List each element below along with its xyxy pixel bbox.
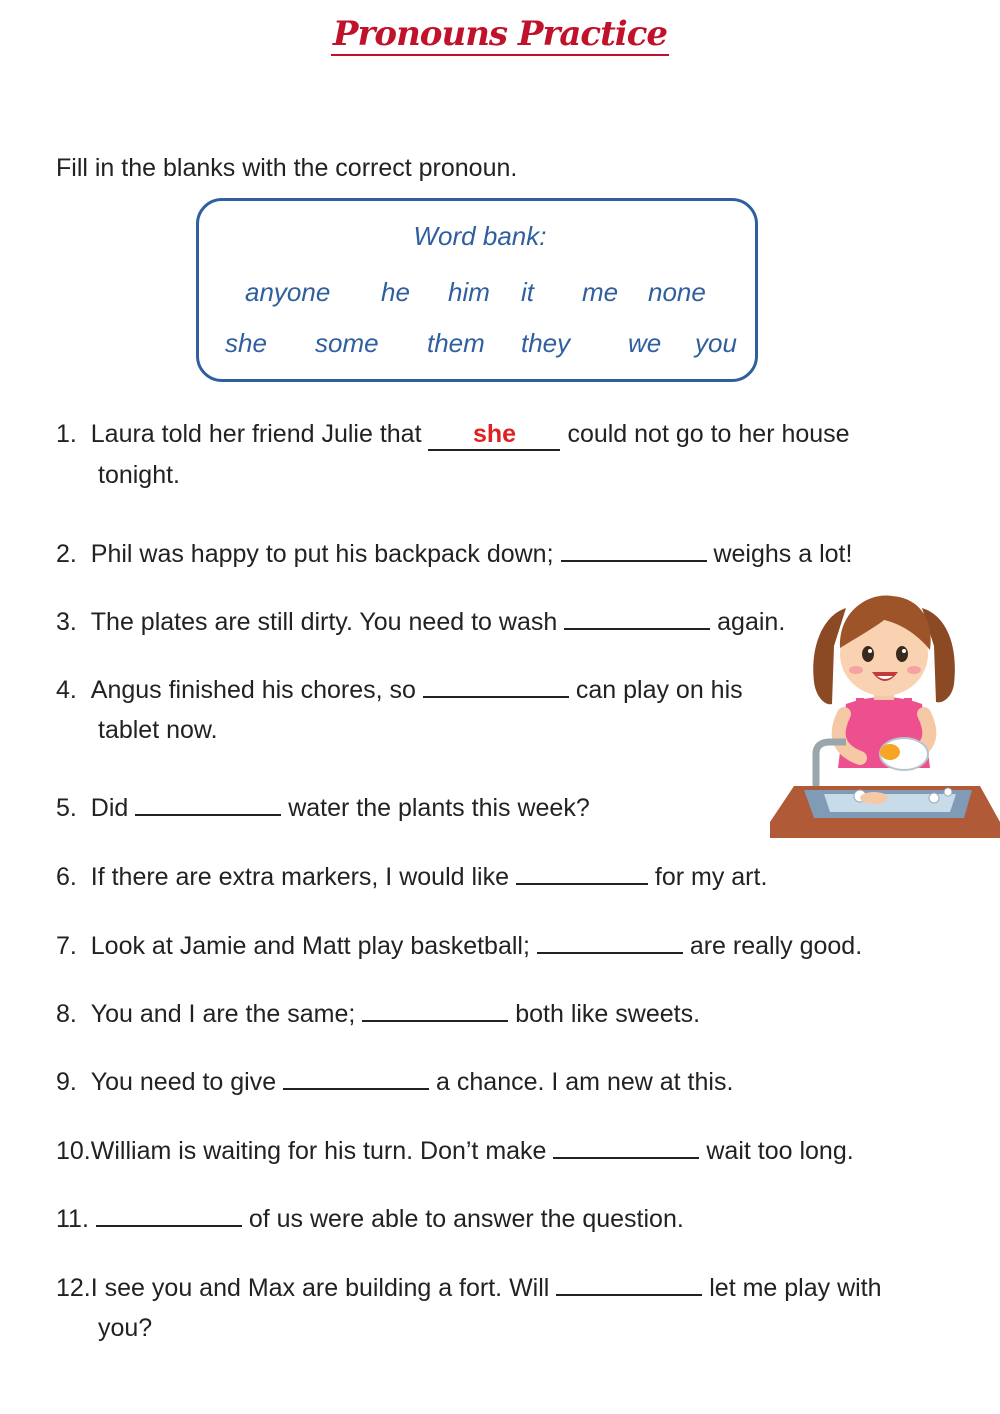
page-title: Pronouns Practice (332, 14, 668, 54)
question-11: 11. of us were able to answer the question. (56, 1205, 684, 1233)
question-2: 2. Phil was happy to put his backpack down; weighs a lot! (56, 540, 853, 568)
instructions: Fill in the blanks with the correct pronoun. (56, 154, 518, 182)
word-bank-item: me (582, 277, 619, 307)
answer-blank[interactable] (96, 1207, 242, 1227)
answer-blank[interactable] (564, 610, 710, 630)
question-12: 12.I see you and Max are building a fort. Will let me play with (56, 1274, 882, 1302)
word-bank-item: it (521, 277, 534, 307)
answer-blank[interactable] (362, 1002, 508, 1022)
question-1-continuation: tonight. (98, 461, 181, 489)
word-bank-item: you (695, 328, 737, 358)
question-6: 6. If there are extra markers, I would like for my art. (56, 863, 768, 891)
word-bank-item: they (521, 328, 571, 358)
answer-blank[interactable] (561, 542, 707, 562)
answer-blank[interactable]: she (428, 420, 560, 451)
word-bank-item: him (448, 277, 490, 307)
word-bank-item: we (628, 328, 662, 358)
question-4-continuation: tablet now. (98, 716, 218, 744)
answer-blank[interactable] (135, 796, 281, 816)
answer-blank[interactable] (537, 934, 683, 954)
question-3: 3. The plates are still dirty. You need to wash again. (56, 608, 786, 636)
answer-blank[interactable] (423, 678, 569, 698)
question-1: 1. Laura told her friend Julie that she could not go to her house (56, 420, 850, 451)
girl-washing-dishes-illustration (764, 586, 1000, 838)
word-bank-item: anyone (245, 277, 331, 307)
word-bank (196, 198, 758, 382)
question-9: 9. You need to give a chance. I am new at this. (56, 1068, 734, 1096)
word-bank-item: he (381, 277, 410, 307)
word-bank-item: some (315, 328, 379, 358)
answer-blank[interactable] (516, 865, 648, 885)
question-10: 10.William is waiting for his turn. Don’t make wait too long. (56, 1137, 854, 1165)
question-12-continuation: you? (98, 1314, 153, 1342)
word-bank-item: she (225, 328, 267, 358)
answer-blank[interactable] (556, 1276, 702, 1296)
question-5: 5. Did water the plants this week? (56, 794, 590, 822)
word-bank-item: none (648, 277, 706, 307)
answer-blank[interactable] (283, 1070, 429, 1090)
question-8: 8. You and I are the same; both like sweets. (56, 1000, 701, 1028)
answer-blank[interactable] (553, 1139, 699, 1159)
word-bank-title: Word bank: (413, 221, 547, 251)
question-4: 4. Angus finished his chores, so can play on his (56, 676, 743, 704)
word-bank-item: them (427, 328, 485, 358)
question-7: 7. Look at Jamie and Matt play basketball; are really good. (56, 932, 863, 960)
